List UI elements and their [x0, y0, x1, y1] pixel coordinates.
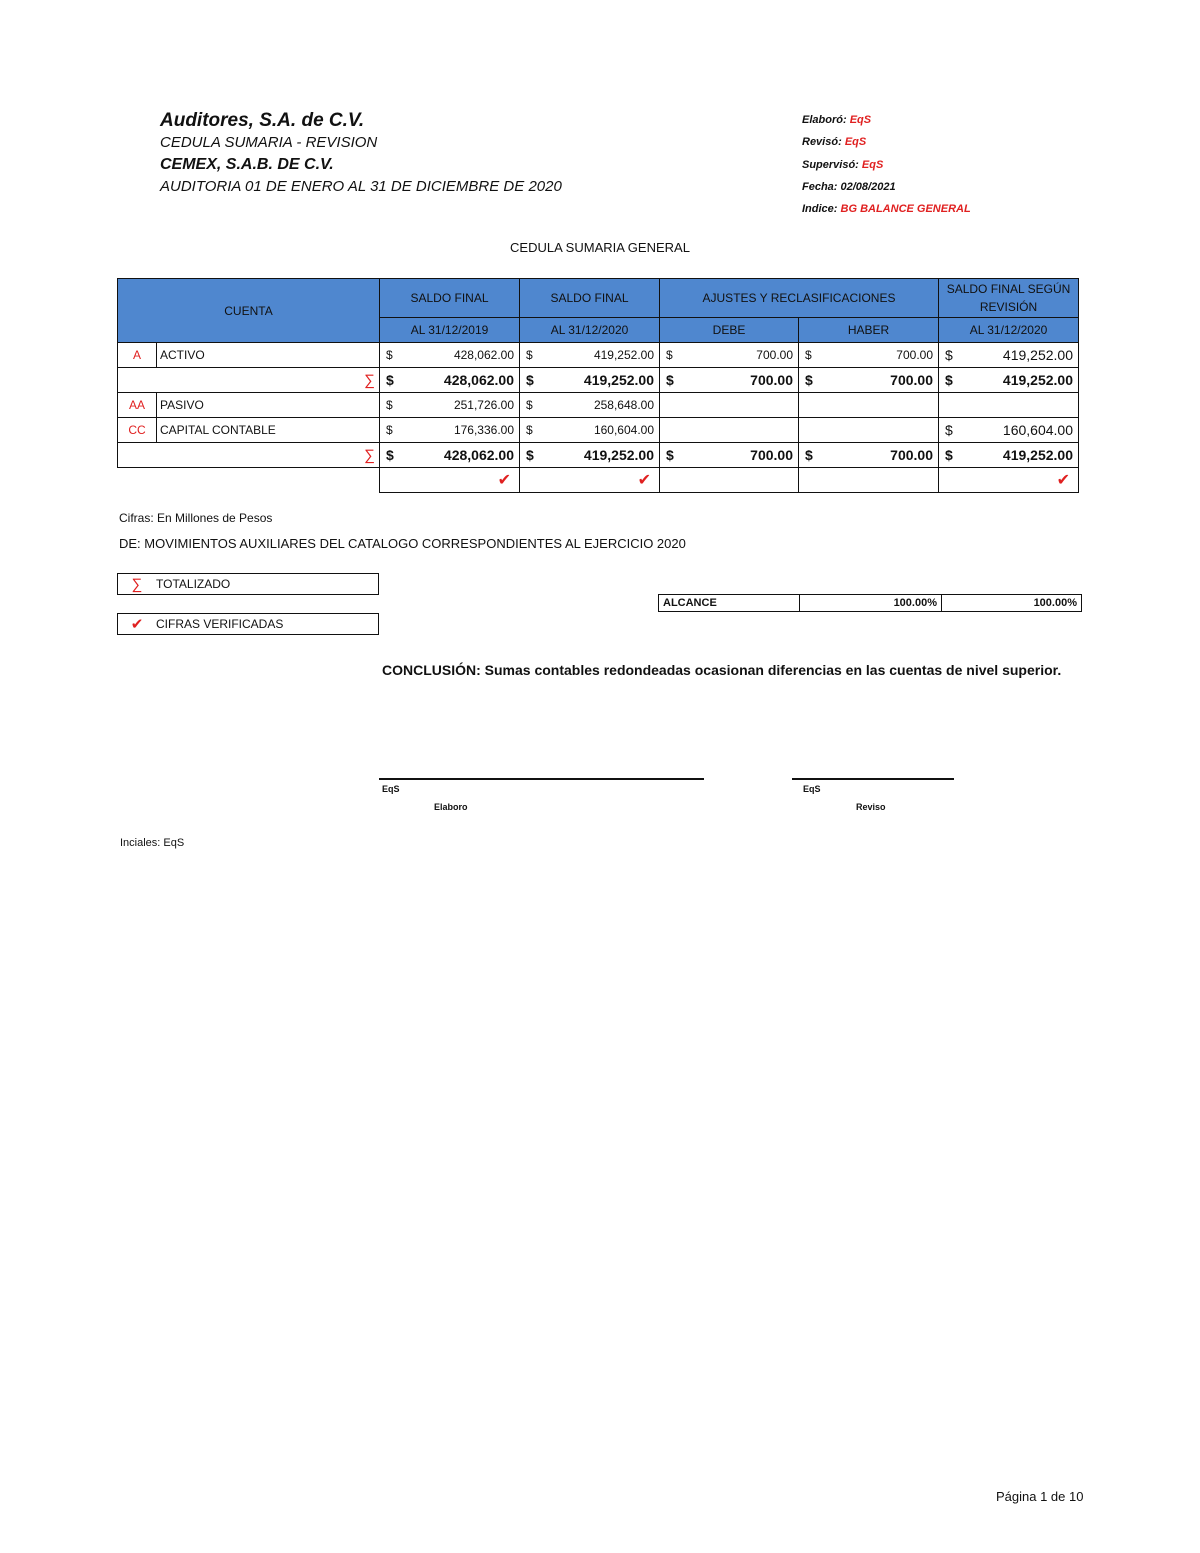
total-debe: 700.00 [750, 372, 793, 388]
total-revision: 419,252.00 [1002, 372, 1073, 388]
total-haber: 700.00 [890, 447, 933, 463]
amount-2020: 419,252.00 [593, 348, 654, 362]
meta-fecha: Fecha: 02/08/2021 [802, 181, 896, 193]
account-name: CAPITAL CONTABLE [157, 418, 380, 443]
col-haber: HABER [799, 318, 939, 343]
document-type: CEDULA SUMARIA - REVISION [160, 134, 378, 151]
col-al-2019: AL 31/12/2019 [380, 318, 520, 343]
alcance-value-1: 100.00% [800, 595, 942, 612]
legend-verificadas [117, 613, 379, 635]
total-2019: 428,062.00 [443, 447, 514, 463]
page-number: Página 1 de 10 [996, 1489, 1084, 1504]
alcance-table [658, 594, 1082, 612]
signature-role-reviso: Reviso [856, 802, 886, 812]
meta-superviso: Supervisó: EqS [802, 159, 884, 171]
amount-2019: 176,336.00 [453, 423, 514, 437]
amount-revision: 419,252.00 [1002, 347, 1073, 363]
account-code: AA [118, 393, 157, 418]
table-row-total-pasivo-capital: ∑ $ 428,062.00 $ 419,252.00 $ 700.00 $ 700.00 $ 419,252.00 [118, 443, 1079, 468]
col-saldo-final-2020: SALDO FINAL [520, 279, 660, 318]
legend-label: TOTALIZADO [156, 577, 231, 591]
total-2020: 419,252.00 [583, 447, 654, 463]
total-2019: 428,062.00 [443, 372, 514, 388]
account-code: A [118, 343, 157, 368]
check-icon: ✔ [380, 468, 520, 493]
sigma-icon: ∑ [131, 575, 143, 593]
amount-debe: 700.00 [756, 348, 793, 362]
alcance-value-2: 100.00% [942, 595, 1082, 612]
signature-line-reviso [792, 778, 954, 780]
check-icon: ✔ [130, 616, 144, 633]
audit-period: AUDITORIA 01 DE ENERO AL 31 DE DICIEMBRE DE 2020 [160, 178, 562, 195]
sigma-icon: ∑ [118, 368, 380, 393]
amount-haber: 700.00 [896, 348, 933, 362]
client-name: CEMEX, S.A.B. DE C.V. [160, 156, 334, 173]
table-title: CEDULA SUMARIA GENERAL [510, 240, 690, 255]
alcance-label: ALCANCE [659, 595, 800, 612]
account-name: ACTIVO [157, 343, 380, 368]
signature-initials-reviso: EqS [803, 784, 821, 794]
account-code: CC [118, 418, 157, 443]
amount-2019: 251,726.00 [453, 398, 514, 412]
amount-revision: 160,604.00 [1002, 422, 1073, 438]
col-al-2020: AL 31/12/2020 [520, 318, 660, 343]
sigma-icon: ∑ [118, 443, 380, 468]
col-ajustes: AJUSTES Y RECLASIFICACIONES [660, 279, 939, 318]
account-name: PASIVO [157, 393, 380, 418]
conclusion-text: CONCLUSIÓN: Sumas contables redondeadas ocasionan diferencias en las cuentas de nivel superior. [382, 662, 1062, 678]
summary-table [117, 278, 1079, 493]
signature-line-elaboro [379, 778, 704, 780]
col-al-2020-revision: AL 31/12/2020 [939, 318, 1079, 343]
firm-name: Auditores, S.A. de C.V. [160, 110, 365, 131]
legend-label: CIFRAS VERIFICADAS [156, 617, 284, 631]
total-2020: 419,252.00 [583, 372, 654, 388]
total-debe: 700.00 [750, 447, 793, 463]
table-row-pasivo: AA PASIVO $ 251,726.00 $ 258,648.00 [118, 393, 1079, 418]
col-cuenta: CUENTA [118, 279, 380, 343]
amount-2020: 160,604.00 [593, 423, 654, 437]
total-haber: 700.00 [890, 372, 933, 388]
cifras-note: Cifras: En Millones de Pesos [119, 511, 273, 525]
check-icon: ✔ [939, 468, 1079, 493]
col-saldo-revision: SALDO FINAL SEGÚN REVISIÓN [939, 279, 1079, 318]
origin-note: DE: MOVIMIENTOS AUXILIARES DEL CATALOGO CORRESPONDIENTES AL EJERCICIO 2020 [119, 536, 686, 551]
signature-role-elaboro: Elaboro [434, 802, 468, 812]
amount-2019: 428,062.00 [453, 348, 514, 362]
total-revision: 419,252.00 [1002, 447, 1073, 463]
check-icon: ✔ [520, 468, 660, 493]
header-row [118, 279, 1079, 318]
table-row-total-activo: ∑ $ 428,062.00 $ 419,252.00 $ 700.00 $ 700.00 $ 419,252.00 [118, 368, 1079, 393]
table-row-capital: CC CAPITAL CONTABLE $ 176,336.00 $ 160,604.00 $ 160,604.00 [118, 418, 1079, 443]
table-row-activo: A ACTIVO $ 428,062.00 $ 419,252.00 $ 700.00 $ 700.00 $ 419,252.00 [118, 343, 1079, 368]
meta-indice: Indice: BG BALANCE GENERAL [802, 203, 971, 215]
col-debe: DEBE [660, 318, 799, 343]
legend-totalizado [117, 573, 379, 595]
signature-initials-elaboro: EqS [382, 784, 400, 794]
table-row-checks [118, 468, 1079, 493]
col-saldo-final-2019: SALDO FINAL [380, 279, 520, 318]
amount-2020: 258,648.00 [593, 398, 654, 412]
meta-elaboro: Elaboró: EqS [802, 114, 872, 126]
iniciales-note: Inciales: EqS [120, 837, 185, 849]
meta-reviso: Revisó: EqS [802, 136, 867, 148]
